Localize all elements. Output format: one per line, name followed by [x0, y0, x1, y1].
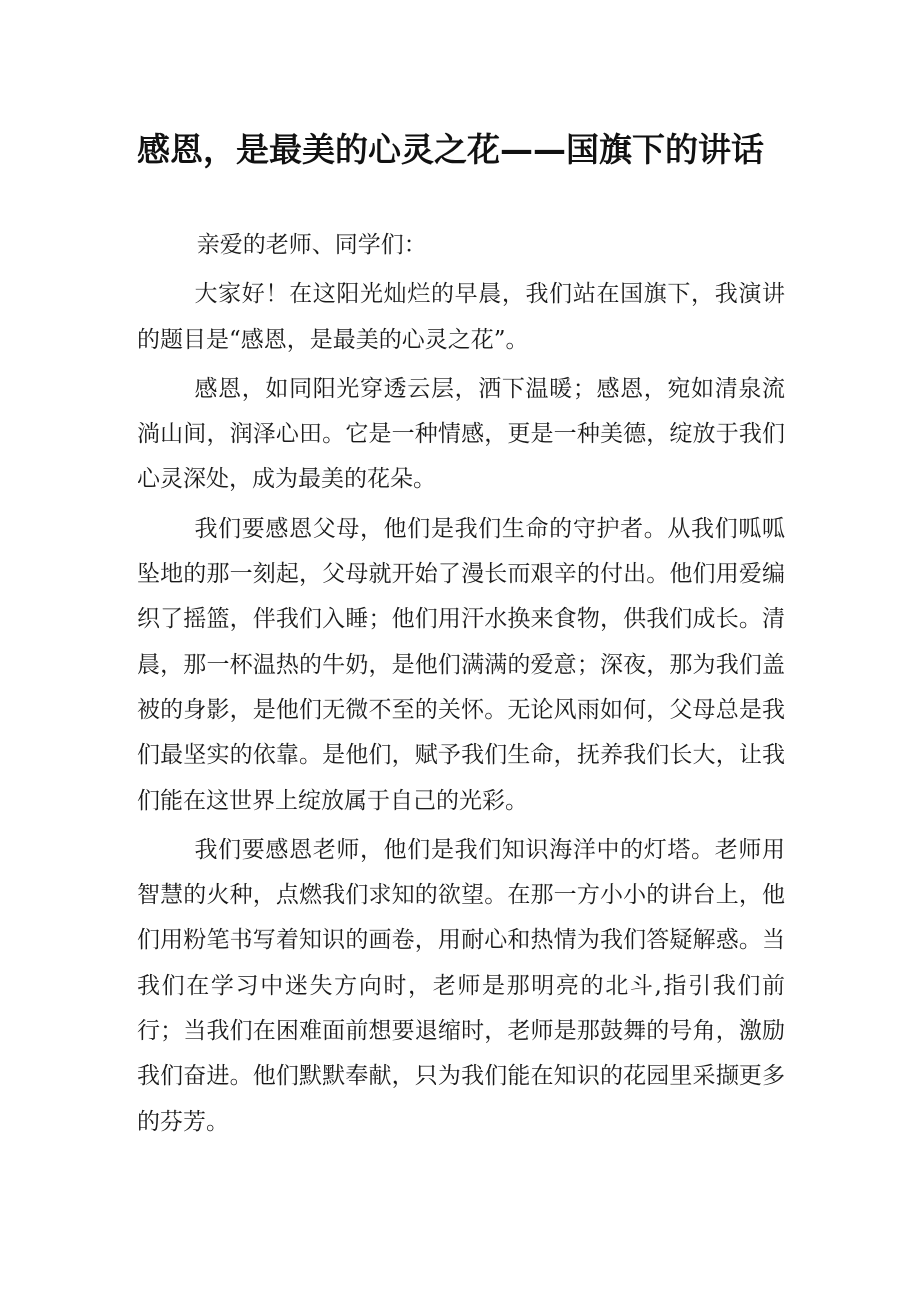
document-title: 感恩，是最美的心灵之花——国旗下的讲话	[137, 130, 764, 169]
paragraph-parents: 我们要感恩父母，他们是我们生命的守护者。从我们呱呱坠地的那一刻起，父母就开始了漫长而艰辛的付出。他们用爱编织了摇篮，伴我们入睡；他们用汗水换来食物，供我们成长。清晨，那一杯温热的牛奶，是他们满满的爱意；深夜，那为我们盖被的身影，是他们无微不至的关怀。无论风雨如何，父母总是我们最坚实的依靠。是他们，赋予我们生命，抚养我们长大，让我们能在这世界上绽放属于自己的光彩。	[137, 515, 785, 814]
salutation: 亲爱的老师、同学们：	[196, 232, 427, 258]
paragraph-teachers: 我们要感恩老师，他们是我们知识海洋中的灯塔。老师用智慧的火种，点燃我们求知的欲望。在那一方小小的讲台上，他们用粉笔书写着知识的画卷，用耐心和热情为我们答疑解惑。当我们在学习中迷失方向时，老师是那明亮的北斗,指引我们前行；当我们在困难面前想要退缩时，老师是那鼓舞的号角，激励我们奋进。他们默默奉献，只为我们能在知识的花园里采撷更多的芬芳。	[137, 836, 785, 1135]
document-body	[137, 223, 785, 1145]
paragraph-gratitude-intro: 感恩，如同阳光穿透云层，洒下温暖；感恩，宛如清泉流淌山间，润泽心田。它是一种情感，更是一种美德，绽放于我们心灵深处，成为最美的花朵。	[137, 375, 785, 493]
paragraph-greeting: 大家好！在这阳光灿烂的早晨，我们站在国旗下，我演讲的题目是“感恩，是最美的心灵之花”。	[137, 281, 785, 353]
